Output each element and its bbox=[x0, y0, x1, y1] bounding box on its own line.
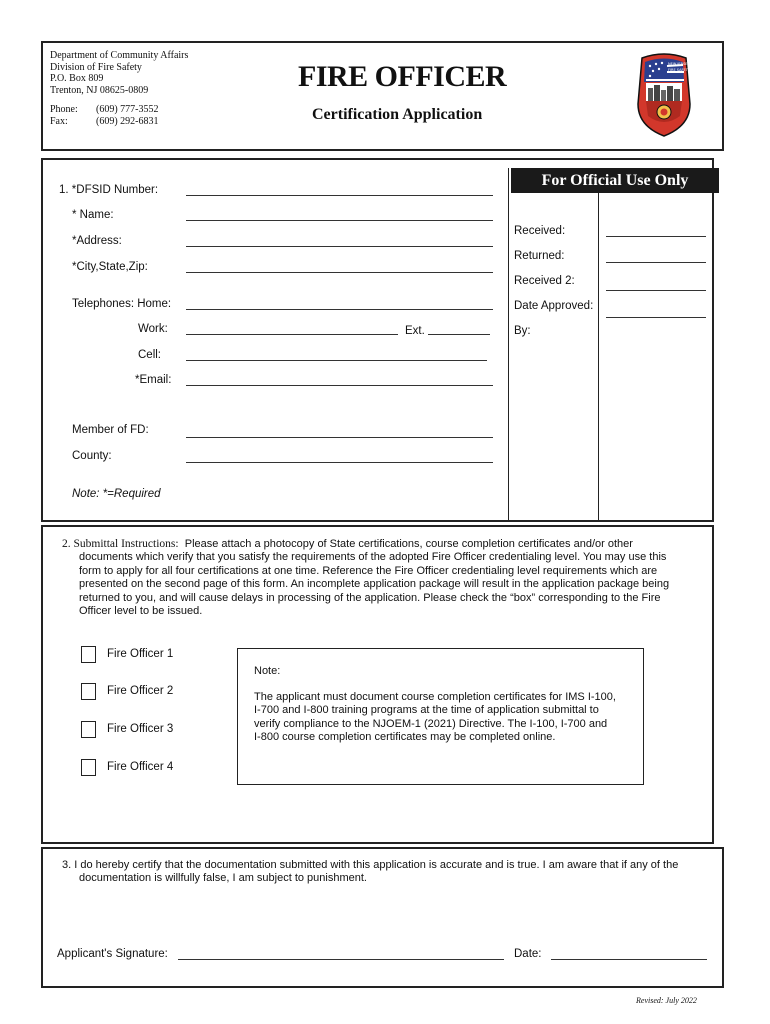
home-phone-label: Telephones: Home: bbox=[72, 298, 172, 310]
cell-label: Cell: bbox=[138, 349, 162, 361]
fire-officer-3-checkbox[interactable] bbox=[81, 721, 96, 738]
date-approved-label: Date Approved: bbox=[514, 300, 594, 312]
agency-line: Division of Fire Safety bbox=[50, 61, 142, 73]
address-input[interactable] bbox=[186, 246, 493, 247]
agency-line: P.O. Box 809 bbox=[50, 73, 104, 84]
phone-label: Phone: bbox=[50, 104, 78, 115]
instruction-line: documents which verify that you satisfy the requirements of the adopted Fire Officer credentialing level. You may use this bbox=[79, 551, 667, 564]
seal-text: FIRE SAFETY bbox=[668, 68, 690, 72]
work-phone-input[interactable] bbox=[186, 334, 398, 335]
fire-officer-1-checkbox[interactable] bbox=[81, 646, 96, 663]
county-input[interactable] bbox=[186, 462, 493, 463]
official-use-header: For Official Use Only bbox=[511, 168, 719, 193]
by-label: By: bbox=[514, 325, 531, 337]
signature-label: Applicant's Signature: bbox=[57, 948, 168, 960]
name-input[interactable] bbox=[186, 220, 493, 221]
phone-value: (609) 777-3552 bbox=[96, 104, 159, 115]
required-note: Note: *=Required bbox=[72, 488, 161, 500]
fire-officer-4-label: Fire Officer 4 bbox=[107, 761, 174, 773]
fire-officer-3-label: Fire Officer 3 bbox=[107, 723, 174, 735]
page-subtitle: Certification Application bbox=[312, 106, 483, 123]
instruction-line: Officer level to be issued. bbox=[79, 605, 203, 618]
agency-address bbox=[50, 50, 188, 96]
date-input[interactable] bbox=[551, 959, 707, 960]
ims-note-title: Note: bbox=[254, 665, 281, 677]
submittal-lead: 2. Submittal Instructions: bbox=[62, 538, 179, 550]
received-input[interactable] bbox=[606, 236, 706, 237]
dfsid-input[interactable] bbox=[186, 195, 493, 196]
home-phone-input[interactable] bbox=[186, 309, 493, 310]
received-label: Received: bbox=[514, 225, 566, 237]
signature-input[interactable] bbox=[178, 959, 504, 960]
received-2-label: Received 2: bbox=[514, 275, 575, 287]
member-fd-label: Member of FD: bbox=[72, 424, 149, 436]
dfsid-label: 1. *DFSID Number: bbox=[59, 184, 159, 196]
seal-text: NEW JERSEY bbox=[668, 62, 690, 66]
returned-label: Returned: bbox=[514, 250, 565, 262]
county-label: County: bbox=[72, 450, 112, 462]
instruction-line: presented on the second page of this form. An incomplete application package will result in the application package being bbox=[79, 578, 670, 591]
cell-input[interactable] bbox=[186, 360, 487, 361]
ext-label: Ext. bbox=[405, 325, 425, 337]
official-use-box bbox=[508, 168, 714, 522]
work-phone-label: Work: bbox=[138, 323, 168, 335]
fire-officer-2-label: Fire Officer 2 bbox=[107, 685, 174, 697]
city-state-zip-label: *City,State,Zip: bbox=[72, 261, 148, 273]
instruction-line: form to apply for all four certifications at one time. Reference the Fire Officer credentialing level requirements which are bbox=[79, 564, 658, 577]
member-fd-input[interactable] bbox=[186, 437, 493, 438]
name-label: * Name: bbox=[72, 209, 114, 221]
address-label: *Address: bbox=[72, 235, 122, 247]
submittal-instructions bbox=[62, 538, 702, 618]
note-line: I-700 and I-800 training programs at the time of application submittal to bbox=[254, 704, 599, 717]
note-line: verify compliance to the NJOEM-1 (2021) Directive. The I-100, I-700 and bbox=[254, 717, 608, 730]
fire-officer-2-checkbox[interactable] bbox=[81, 683, 96, 700]
ext-input[interactable] bbox=[428, 334, 490, 335]
returned-input[interactable] bbox=[606, 262, 706, 263]
fax-value: (609) 292-6831 bbox=[96, 116, 159, 127]
page-title: FIRE OFFICER bbox=[298, 60, 507, 93]
official-use-divider bbox=[598, 193, 599, 522]
agency-line: Department of Community Affairs bbox=[50, 50, 189, 61]
fire-safety-seal-icon bbox=[634, 52, 694, 138]
agency-line: Trenton, NJ 08625-0809 bbox=[50, 84, 149, 96]
fax-label: Fax: bbox=[50, 116, 68, 127]
fire-officer-4-checkbox[interactable] bbox=[81, 759, 96, 776]
note-line: The applicant must document course completion certificates for IMS I-100, bbox=[254, 691, 616, 703]
certification-statement bbox=[62, 859, 712, 886]
note-line: I-800 course completion certificates may be completed online. bbox=[254, 731, 556, 744]
date-approved-input[interactable] bbox=[606, 317, 706, 318]
email-label: *Email: bbox=[135, 374, 172, 386]
ims-note-text bbox=[254, 691, 639, 745]
received-2-input[interactable] bbox=[606, 290, 706, 291]
email-input[interactable] bbox=[186, 385, 493, 386]
date-label: Date: bbox=[514, 948, 542, 960]
instruction-line: returned to you, and will cause delays in processing of the application. Please check the “box” corresponding to the Fire bbox=[79, 591, 661, 604]
instruction-line: Please attach a photocopy of State certifications, course completion certificates and/or other bbox=[184, 538, 633, 550]
city-state-zip-input[interactable] bbox=[186, 272, 493, 273]
certification-line: 3. I do hereby certify that the documentation submitted with this application is accurate and is true. I am aware that if any of the bbox=[62, 859, 679, 871]
fire-officer-1-label: Fire Officer 1 bbox=[107, 648, 174, 660]
certification-line: documentation is willfully false, I am subject to punishment. bbox=[79, 872, 367, 885]
revised-date: Revised: July 2022 bbox=[636, 996, 697, 1005]
